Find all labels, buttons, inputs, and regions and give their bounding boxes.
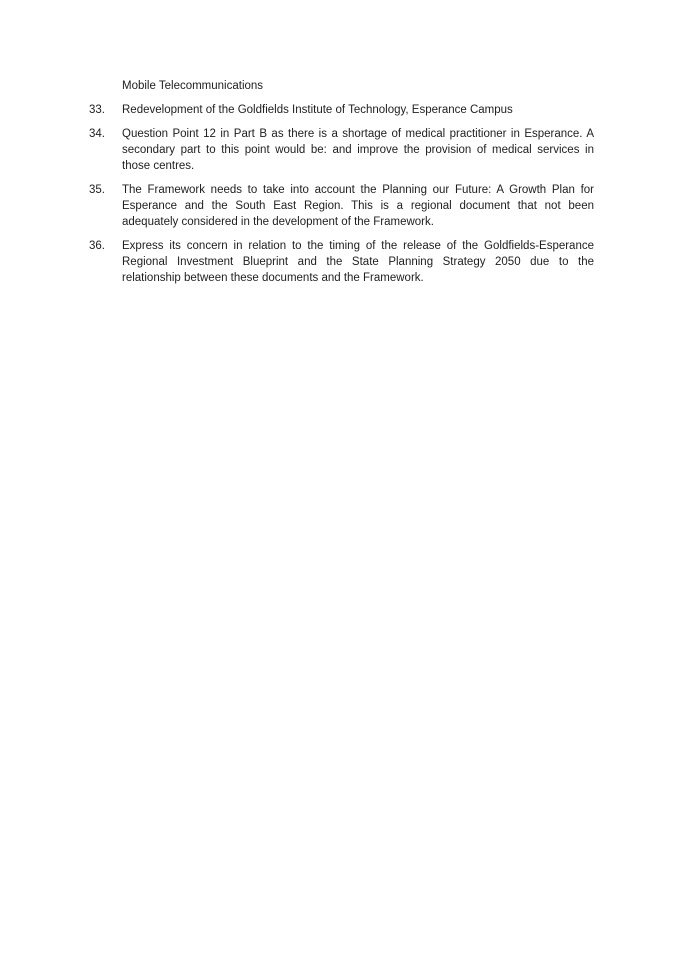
item-36-number: 36.: [89, 240, 105, 252]
list-item-32-continuation: [89, 78, 594, 94]
item-36-line-1: Express its concern in relation to the timing of the release of the Goldfields-Esperance: [122, 240, 594, 252]
list-item-36: [89, 238, 594, 286]
item-34-line-2: secondary part to this point would be: and improve the provision of medical services in: [122, 144, 594, 156]
item-34-line-1: Question Point 12 in Part B as there is a shortage of medical practitioner in Esperance. A: [122, 128, 594, 140]
item-35-number: 35.: [89, 184, 105, 196]
item-34-line-3: those centres.: [122, 160, 195, 172]
item-35-line-3: adequately considered in the development of the Framework.: [122, 216, 434, 228]
item-35-line-2: Esperance and the South East Region. This is a regional document that not been: [122, 200, 594, 212]
document-content: [89, 78, 594, 294]
item-36-line-3: relationship between these documents and the Framework.: [122, 272, 424, 284]
list-item-33: [89, 102, 594, 118]
item-36-line-2: Regional Investment Blueprint and the State Planning Strategy 2050 due to the: [122, 256, 594, 268]
continuation-text: Mobile Telecommunications: [122, 80, 264, 92]
item-33-number: 33.: [89, 104, 105, 116]
item-35-line-1: The Framework needs to take into account the Planning our Future: A Growth Plan for: [122, 184, 594, 196]
item-34-number: 34.: [89, 128, 105, 140]
list-item-35: [89, 182, 594, 230]
item-33-line-1: Redevelopment of the Goldfields Institute of Technology, Esperance Campus: [122, 104, 513, 116]
list-item-34: [89, 126, 594, 174]
